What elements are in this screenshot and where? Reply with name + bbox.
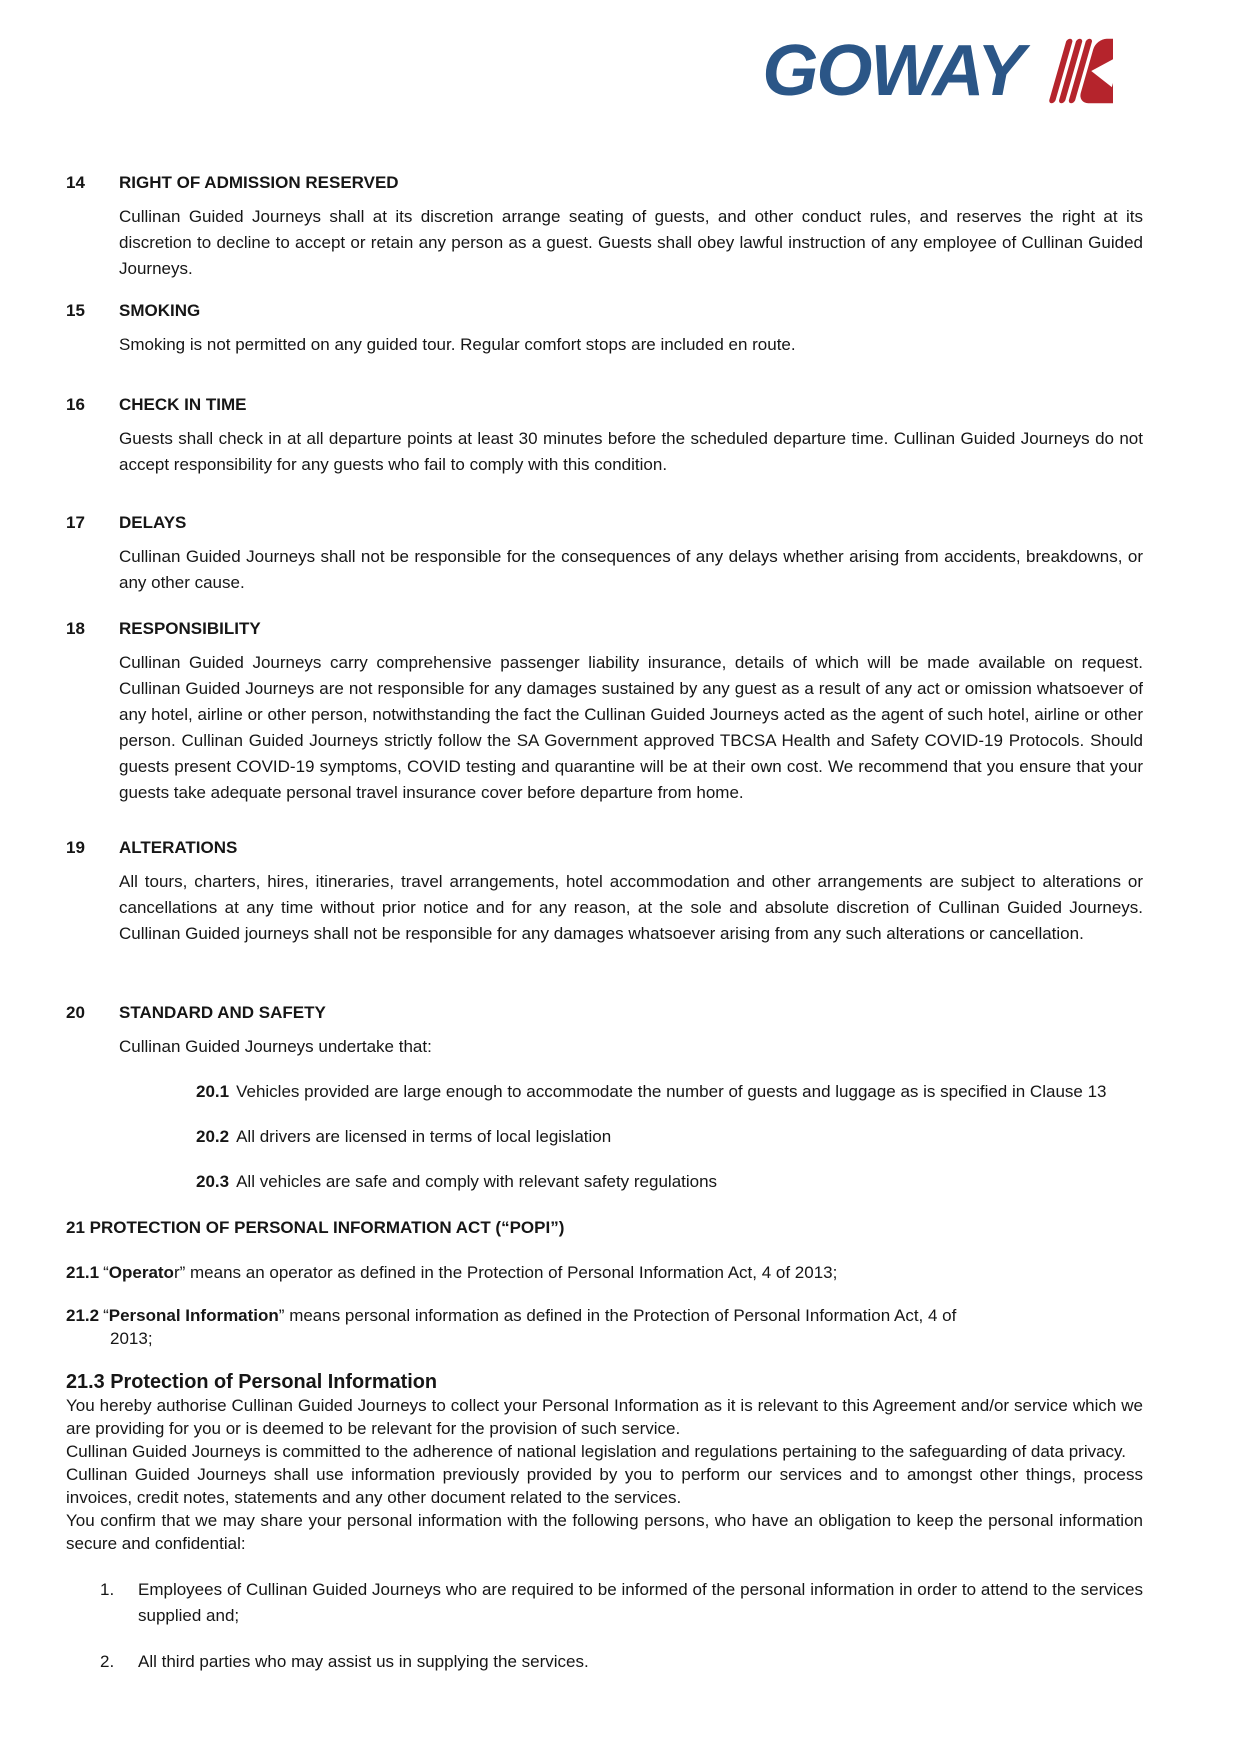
quote-open: “ (103, 1306, 109, 1325)
clause-number: 17 (66, 513, 85, 532)
clause-title: DELAYS (119, 513, 187, 532)
definition-text: means an operator as defined in the Protection of Personal Information Act, 4 of 2013; (190, 1263, 838, 1282)
section-15-smoking (66, 298, 1143, 358)
popi-list (100, 1577, 1143, 1675)
clause-title: SMOKING (119, 301, 201, 320)
list-item-number: 1. (100, 1580, 115, 1599)
clause-title: RIGHT OF ADMISSION RESERVED (119, 173, 399, 192)
subclause-text: All vehicles are safe and comply with relevant safety regulations (236, 1172, 718, 1191)
goway-logo-wordmark: GOWAY (762, 31, 1023, 111)
popi-heading: 21 PROTECTION OF PERSONAL INFORMATION ACT (“POPI”) (66, 1218, 565, 1237)
clause-number: 21.1 (66, 1263, 100, 1282)
definition-text: means personal information as defined in the Protection of Personal Information Act, 4 of (289, 1306, 957, 1325)
popi-paragraph: You hereby authorise Cullinan Guided Journeys to collect your Personal Information as it is relevant to this Agreement and/or service which we are providing for you or is deemed to be relevant for the provision of such service. (66, 1396, 1143, 1438)
section-20-standard-and-safety (66, 1000, 1143, 1195)
clause-number: 16 (66, 395, 85, 414)
subclause-number: 20.3 (196, 1172, 230, 1191)
subclause-number: 20.1 (196, 1082, 230, 1101)
clause-title: RESPONSIBILITY (119, 619, 261, 638)
list-item-text: Employees of Cullinan Guided Journeys who are required to be informed of the personal information in order to attend to the services supplied and; (138, 1580, 1143, 1625)
list-item (100, 1649, 1143, 1675)
clause-number: 19 (66, 838, 85, 857)
list-item-number: 2. (100, 1652, 115, 1671)
section-21-popi (66, 1215, 1143, 1675)
terms-document-body (66, 170, 1143, 1675)
goway-arrow-icon (1027, 36, 1113, 106)
clause-number: 15 (66, 301, 85, 320)
defined-term: Operato (108, 1263, 174, 1282)
clause-paragraph: Guests shall check in at all departure points at least 30 minutes before the scheduled departure time. Cullinan Guided Journeys do not accept responsibility for any guests who fail to comply with this condition. (119, 429, 1143, 474)
subclause-text: Vehicles provided are large enough to accommodate the number of guests and luggage as is specified in Clause 13 (236, 1082, 1107, 1101)
section-heading (66, 510, 1143, 536)
subclause-number: 20.2 (196, 1127, 230, 1146)
list-item (100, 1577, 1143, 1629)
subclause-20-2 (66, 1124, 1143, 1150)
section-heading (66, 616, 1143, 642)
clause-number: 14 (66, 173, 85, 192)
clause-paragraph: Cullinan Guided Journeys shall not be responsible for the consequences of any delays whether arising from accidents, breakdowns, or any other cause. (119, 547, 1143, 592)
section-heading (66, 298, 1143, 324)
definition-text-continued: 2013; (110, 1329, 153, 1348)
section-16-check-in-time (66, 392, 1143, 478)
clause-number: 21.2 (66, 1306, 100, 1325)
clause-21-2 (66, 1304, 1143, 1350)
section-19-alterations (66, 835, 1143, 947)
clause-number: 20 (66, 1003, 85, 1022)
popi-paragraph: Cullinan Guided Journeys is committed to the adherence of national legislation and regulations pertaining to the safeguarding of data privacy. (66, 1442, 1127, 1461)
logo (66, 31, 1113, 111)
clause-21-3-heading: 21.3 Protection of Personal Information (66, 1371, 438, 1393)
section-18-responsibility (66, 616, 1143, 806)
popi-paragraph: Cullinan Guided Journeys shall use information previously provided by you to perform our services and to amongst other things, process invoices, credit notes, statements and any other document related to the services. (66, 1465, 1143, 1507)
clause-number: 18 (66, 619, 85, 638)
subclause-20-1 (66, 1079, 1143, 1105)
clause-paragraph: Cullinan Guided Journeys undertake that: (119, 1037, 432, 1056)
clause-21-1 (66, 1261, 1143, 1284)
section-heading (66, 1000, 1143, 1026)
list-item-text: All third parties who may assist us in supplying the services. (138, 1652, 589, 1671)
popi-paragraph: You confirm that we may share your personal information with the following persons, who have an obligation to keep the personal information secure and confidential: (66, 1511, 1143, 1553)
subclause-20-3 (66, 1169, 1143, 1195)
clause-paragraph: Cullinan Guided Journeys shall at its discretion arrange seating of guests, and other conduct rules, and reserves the right at its discretion to decline to accept or retain any person as a guest. Guests shall obey lawful instruction of any employee of Cullinan Guided Journeys. (119, 207, 1143, 278)
section-heading (66, 170, 1143, 196)
clause-title: CHECK IN TIME (119, 395, 247, 414)
clause-paragraph: Cullinan Guided Journeys carry comprehensive passenger liability insurance, details of which will be made available on request. Cullinan Guided Journeys are not responsible for any damages sustained by any guest as a result of any act or omission whatsoever of any hotel, airline or other person, notwithstanding the fact the Cullinan Guided Journeys acted as the agent of such hotel, airline or other person. Cullinan Guided Journeys strictly follow the SA Government approved TBCSA Health and Safety COVID-19 Protocols. Should guests present COVID-19 symptoms, COVID testing and quarantine will be at their own cost. We recommend that you ensure that your guests take adequate personal travel insurance cover before departure from home. (119, 653, 1143, 802)
term-tail: r” (173, 1263, 190, 1282)
clause-title: ALTERATIONS (119, 838, 238, 857)
section-heading (66, 392, 1143, 418)
subclause-text: All drivers are licensed in terms of local legislation (236, 1127, 612, 1146)
defined-term: Personal Information (108, 1306, 279, 1325)
section-17-delays (66, 510, 1143, 596)
quote-open: “ (103, 1263, 109, 1282)
clause-paragraph: Smoking is not permitted on any guided tour. Regular comfort stops are included en route. (119, 335, 796, 354)
clause-paragraph: All tours, charters, hires, itineraries, travel arrangements, hotel accommodation and other arrangements are subject to alterations or cancellations at any time without prior notice and for any reason, at the sole and absolute discretion of Cullinan Guided Journeys. Cullinan Guided journeys shall not be responsible for any damages whatsoever arising from any such alterations or cancellation. (119, 872, 1143, 943)
clause-title: STANDARD AND SAFETY (119, 1003, 326, 1022)
section-heading (66, 835, 1143, 861)
section-14-right-of-admission (66, 170, 1143, 282)
term-tail: ” (278, 1306, 290, 1325)
